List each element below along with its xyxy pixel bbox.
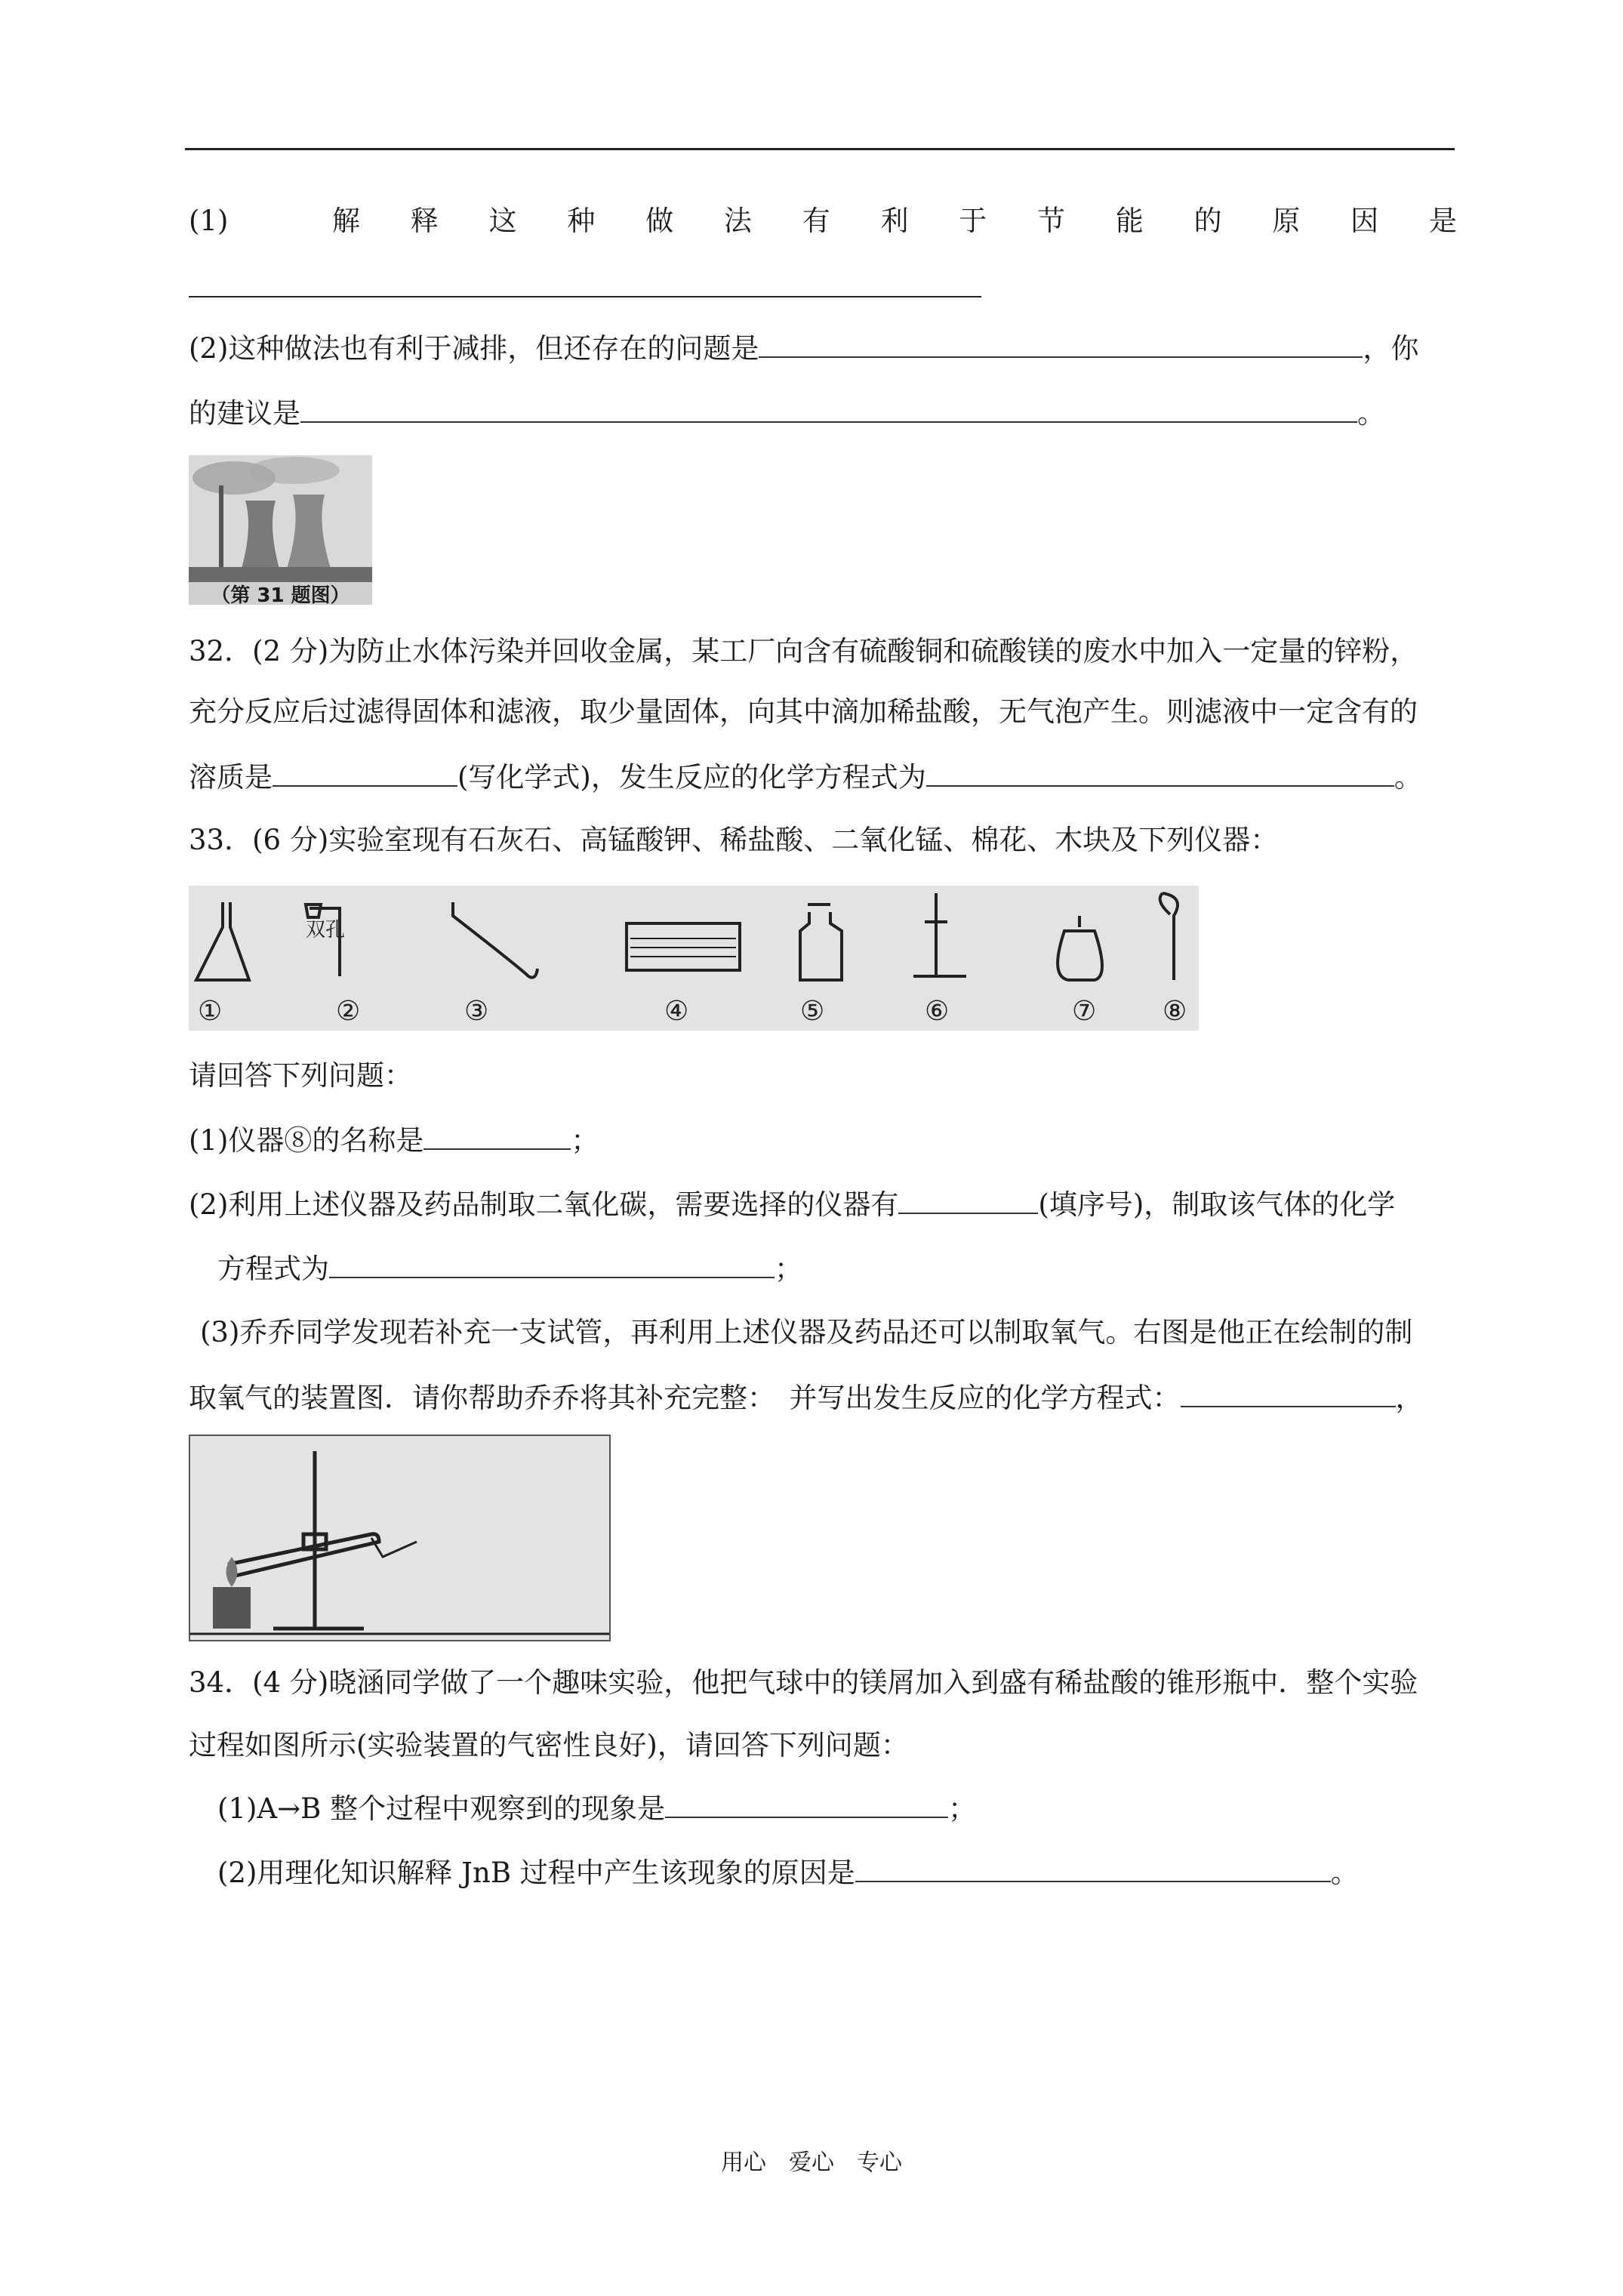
long-funnel-icon xyxy=(1160,893,1178,980)
q33-line1: 33．(6 分)实验室现有石灰石、高锰酸钾、稀盐酸、二氧化锰、棉花、木块及下列仪器： xyxy=(189,824,1279,856)
q31-part1-text: 解 释 这 种 做 法 有 利 于 节 能 的 原 因 是 xyxy=(332,205,1457,237)
stopper-label: 双孔 xyxy=(306,919,346,942)
q32-solute-blank[interactable] xyxy=(273,758,457,787)
alcohol-lamp-icon xyxy=(1058,916,1102,980)
q34-reason-blank[interactable] xyxy=(855,1854,1331,1882)
instrument-label-1: ① xyxy=(198,996,223,1027)
conical-flask-icon xyxy=(196,902,249,980)
instrument-label-5: ⑤ xyxy=(800,996,825,1027)
q31-figure-caption: （第 31 题图） xyxy=(211,584,350,605)
page-footer: 用心 爱心 专心 xyxy=(721,2150,902,2176)
q33-co2-instruments-blank[interactable] xyxy=(898,1185,1038,1214)
q31-answer-line-1[interactable] xyxy=(189,296,981,297)
wood-block xyxy=(213,1587,251,1629)
q33-sub1: (1)仪器⑧的名称是 ； xyxy=(189,1121,599,1160)
q34-sub2: (2)用理化知识解释 JnB 过程中产生该现象的原因是 。 xyxy=(217,1854,1359,1892)
q34-line2: 过程如图所示(实验装置的气密性良好)，请回答下列问题： xyxy=(189,1729,909,1761)
instrument-label-2: ② xyxy=(336,996,361,1027)
header-rule xyxy=(185,148,1455,150)
instrument-label-6: ⑥ xyxy=(925,996,950,1027)
instrument-label-4: ④ xyxy=(664,996,689,1027)
instrument-label-3: ③ xyxy=(464,996,489,1027)
q33-instruments-figure xyxy=(189,886,1199,1031)
q33-instrument8-name-blank[interactable] xyxy=(423,1121,571,1150)
q34-sub1: (1)A→B 整个过程中观察到的现象是 ； xyxy=(217,1789,976,1828)
q33-sub3-line1: (3)乔乔同学发现若补充一支试管，再利用上述仪器及药品还可以制取氧气。右图是他正在绘制的制 xyxy=(200,1316,1413,1348)
instruments-illustration xyxy=(189,886,1199,1031)
q32-line3: 溶质是 (写化学式)，发生反应的化学方程式为 。 xyxy=(189,758,1422,797)
instrument-label-8: ⑧ xyxy=(1163,996,1187,1027)
oxygen-apparatus-illustration xyxy=(190,1436,609,1640)
q31-figure-cooling-towers xyxy=(189,455,372,605)
q31-part1-label: (1) xyxy=(189,205,229,237)
q33-prompt: 请回答下列问题： xyxy=(189,1059,412,1092)
q31-suggestion-blank[interactable] xyxy=(300,394,1357,423)
gas-bottle-icon xyxy=(800,905,842,980)
q31-part2-line2: 的建议是 。 xyxy=(189,394,1385,433)
q33-o2-equation-blank[interactable] xyxy=(1181,1379,1396,1407)
q33-sub2-line2: 方程式为 ； xyxy=(217,1250,802,1288)
q31-problem-blank[interactable] xyxy=(759,329,1363,358)
bent-tube-icon xyxy=(453,902,537,978)
instrument-label-7: ⑦ xyxy=(1072,996,1097,1027)
q33-co2-equation-blank[interactable] xyxy=(329,1250,775,1278)
q34-line1: 34．(4 分)晓涵同学做了一个趣味实验，他把气球中的镁屑加入到盛有稀盐酸的锥形瓶中．整个实验 xyxy=(189,1666,1418,1699)
q32-line2: 充分反应后过滤得固体和滤液，取少量固体，向其中滴加稀盐酸，无气泡产生。则滤液中一定含有的 xyxy=(189,695,1418,728)
q34-phenomenon-blank[interactable] xyxy=(665,1789,948,1818)
iron-stand-icon xyxy=(913,893,966,976)
q31-part2-line1: (2)这种做法也有利于减排，但还存在的问题是 ，你 xyxy=(189,329,1418,368)
q32-line1: 32．(2 分)为防止水体污染并回收金属，某工厂向含有硫酸铜和硫酸镁的废水中加入一定量的锌粉， xyxy=(189,635,1418,667)
q33-sub3-line2: 取氧气的装置图．请你帮助乔乔将其补充完整： 并写出发生反应的化学方程式： ， xyxy=(189,1379,1424,1417)
q32-equation-blank[interactable] xyxy=(926,758,1394,787)
q33-sub2-line1: (2)利用上述仪器及药品制取二氧化碳，需要选择的仪器有 (填序号)，制取该气体的化学 xyxy=(189,1185,1395,1224)
q33-oxygen-apparatus-figure[interactable] xyxy=(189,1435,611,1641)
